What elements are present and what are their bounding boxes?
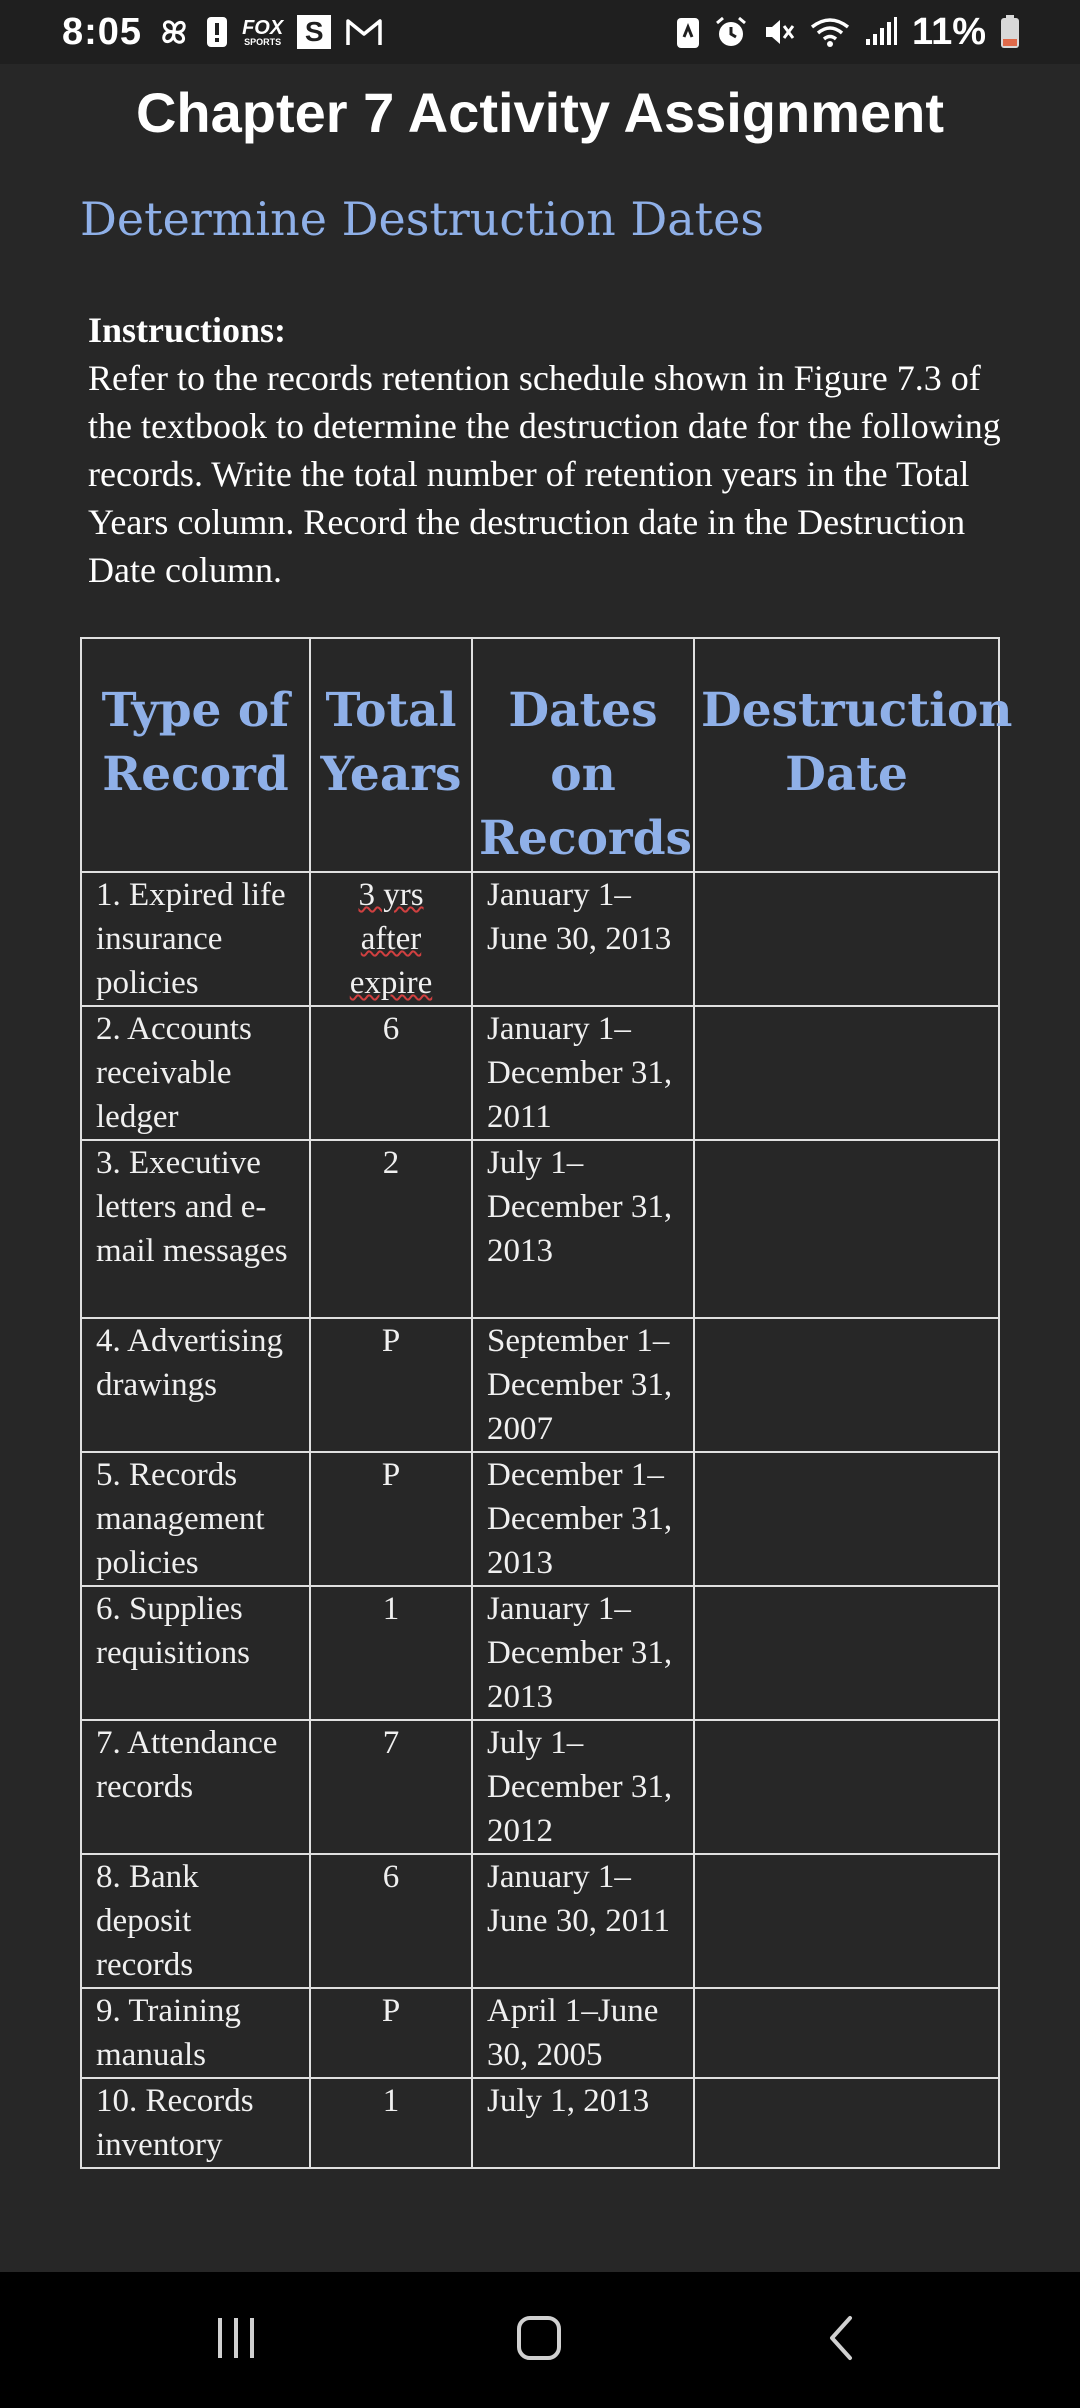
instructions-heading: Instructions:	[88, 310, 287, 350]
cell-destruction[interactable]	[694, 1854, 999, 1988]
status-time: 8:05	[62, 10, 143, 53]
header-total-years: Total Years	[310, 638, 472, 872]
cell-dates: July 1, 2013	[472, 2078, 694, 2168]
pinwheel-icon	[156, 14, 192, 50]
cell-destruction[interactable]	[694, 1140, 999, 1318]
cell-type: 8. Bank deposit records	[81, 1854, 310, 1988]
cell-dates: January 1–December 31, 2011	[472, 1006, 694, 1140]
cell-years: 6	[310, 1854, 472, 1988]
cell-destruction[interactable]	[694, 1720, 999, 1854]
cell-dates: January 1–June 30, 2011	[472, 1854, 694, 1988]
table-row	[81, 1586, 999, 1720]
cell-type: 4. Advertising drawings	[81, 1318, 310, 1452]
table-row	[81, 1006, 999, 1140]
cell-dates: July 1–December 31, 2012	[472, 1720, 694, 1854]
cell-dates: April 1–June 30, 2005	[472, 1988, 694, 2078]
cell-dates: January 1–December 31, 2013	[472, 1586, 694, 1720]
recent-apps-button[interactable]	[176, 2272, 296, 2408]
table-row	[81, 1720, 999, 1854]
signal-icon	[864, 17, 898, 47]
table-row	[81, 1452, 999, 1586]
s-app-icon	[297, 15, 331, 49]
wifi-icon	[810, 15, 850, 49]
table-row	[81, 872, 999, 1006]
home-button[interactable]	[479, 2272, 599, 2408]
cell-type: 5. Records management policies	[81, 1452, 310, 1586]
cell-dates: January 1–June 30, 2013	[472, 872, 694, 1006]
alarm-icon	[714, 15, 748, 49]
fox-label: FOX	[242, 16, 284, 39]
cell-years	[310, 872, 472, 1006]
cell-years: 6	[310, 1006, 472, 1140]
cell-destruction[interactable]	[694, 1318, 999, 1452]
cell-destruction[interactable]	[694, 1988, 999, 2078]
section-title: Determine Destruction Dates	[80, 192, 764, 246]
s-app-label: S	[304, 16, 324, 47]
instructions-text: Refer to the records retention schedule shown in Figure 7.3 of the textbook to determine the destruction date for the following records. Write the total number of retention years in the Total Years column. Record the destruction date in the Destruction Date column.	[88, 358, 1001, 590]
back-icon	[818, 2314, 866, 2367]
fox-sub-label: SPORTS	[244, 36, 282, 47]
cell-destruction[interactable]	[694, 872, 999, 1006]
instructions	[88, 306, 1018, 594]
page-title: Chapter 7 Activity Assignment	[135, 81, 945, 144]
cell-type: 6. Supplies requisitions	[81, 1586, 310, 1720]
table-row	[81, 1318, 999, 1452]
battery-icon	[1000, 15, 1020, 49]
table-row	[81, 1854, 999, 1988]
cell-years: 1	[310, 2078, 472, 2168]
cell-destruction[interactable]	[694, 1452, 999, 1586]
cell-type: 1. Expired life insurance policies	[81, 872, 310, 1006]
fox-sports-icon	[242, 18, 283, 47]
status-bar-left	[62, 0, 383, 64]
header-dates-on-records: Dates on Records	[472, 638, 694, 872]
recent-apps-icon	[212, 2314, 260, 2367]
cell-years: 2	[310, 1140, 472, 1318]
table-row	[81, 1140, 999, 1318]
table-header-row	[81, 638, 999, 872]
cell-destruction[interactable]	[694, 2078, 999, 2168]
battery-saver-icon	[676, 15, 700, 49]
navigation-bar	[0, 2272, 1080, 2408]
header-destruction-date: Destruction Date	[694, 638, 999, 872]
records-table	[80, 637, 1013, 2169]
cell-destruction[interactable]	[694, 1586, 999, 1720]
cell-years-text: 3 yrs after expire	[349, 877, 433, 1001]
mute-icon	[762, 15, 796, 49]
cell-dates: September 1–December 31, 2007	[472, 1318, 694, 1452]
cell-dates: December 1–December 31, 2013	[472, 1452, 694, 1586]
battery-percent: 11%	[912, 10, 986, 53]
cell-years: P	[310, 1318, 472, 1452]
back-button[interactable]	[782, 2272, 902, 2408]
cell-dates: July 1–December 31, 2013	[472, 1140, 694, 1318]
cell-years: 7	[310, 1720, 472, 1854]
table-row	[81, 2078, 999, 2168]
table-row	[81, 1988, 999, 2078]
cell-years: P	[310, 1452, 472, 1586]
header-type-of-record: Type of Record	[81, 638, 310, 872]
cell-destruction[interactable]	[694, 1006, 999, 1140]
cell-years: P	[310, 1988, 472, 2078]
cell-years: 1	[310, 1586, 472, 1720]
cell-type: 2. Accounts receivable ledger	[81, 1006, 310, 1140]
cell-type: 7. Attendance records	[81, 1720, 310, 1854]
alert-icon	[206, 15, 228, 49]
status-bar	[0, 0, 1080, 64]
status-bar-right	[676, 0, 1020, 64]
cell-type: 9. Training manuals	[81, 1988, 310, 2078]
gmail-icon	[345, 17, 383, 47]
cell-type: 3. Executive letters and e-mail messages	[81, 1140, 310, 1318]
home-icon	[515, 2314, 563, 2367]
cell-type: 10. Records inventory	[81, 2078, 310, 2168]
